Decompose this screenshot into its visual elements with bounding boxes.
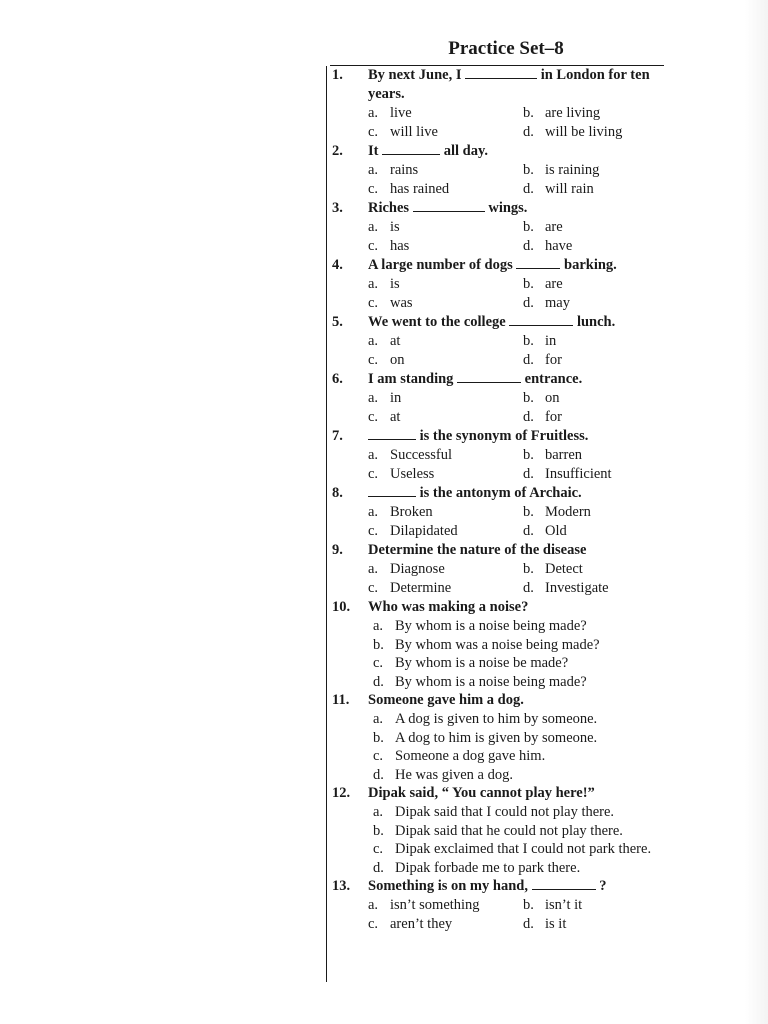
option-letter: c.: [368, 238, 379, 254]
question-text: Riches: [368, 200, 410, 216]
answer-option: [368, 180, 523, 199]
option-letter: d.: [523, 181, 534, 197]
option-letter: c.: [373, 748, 384, 764]
option-letter: a.: [368, 219, 379, 235]
answer-option: [373, 766, 666, 785]
question-stem: [326, 142, 666, 161]
question-item: [326, 427, 666, 484]
answer-blank: [368, 484, 416, 497]
answer-option: [523, 161, 663, 180]
option-text: has: [390, 238, 410, 254]
answer-option: [368, 237, 523, 256]
option-letter: b.: [523, 561, 534, 577]
question-text-after-blank: in London for ten years.: [368, 67, 650, 102]
option-text: By whom is a noise being made?: [395, 618, 587, 634]
answer-option: [368, 915, 523, 934]
question-item: [326, 256, 666, 313]
option-text: isn’t it: [545, 897, 583, 913]
option-text: rains: [390, 162, 419, 178]
option-text: A dog to him is given by someone.: [395, 729, 598, 746]
options-list: [326, 161, 666, 199]
option-letter: d.: [523, 916, 534, 932]
option-letter: b.: [523, 276, 534, 292]
question-item: [326, 541, 666, 598]
option-letter: b.: [523, 504, 534, 520]
option-text: live: [390, 105, 412, 121]
answer-option: [523, 896, 663, 915]
question-stem: [326, 784, 666, 803]
option-letter: c.: [368, 580, 379, 596]
question-item: [326, 370, 666, 427]
answer-option: [368, 579, 523, 598]
answer-blank: [457, 370, 521, 383]
option-letter: a.: [373, 618, 384, 634]
answer-option: [523, 294, 663, 313]
option-letter: d.: [523, 409, 534, 425]
option-text: is: [390, 219, 400, 235]
question-number: 3.: [332, 200, 343, 216]
option-text: on: [390, 352, 405, 368]
option-text: Dipak said that I could not play there.: [395, 804, 615, 820]
page-title: Practice Set–8: [448, 38, 564, 59]
answer-option: [373, 747, 666, 766]
question-text: It: [368, 143, 379, 159]
option-letter: d.: [523, 580, 534, 596]
option-letter: b.: [523, 390, 534, 406]
answer-option: [368, 503, 523, 522]
option-letter: a.: [368, 276, 379, 292]
option-text: in: [545, 333, 557, 349]
option-text: Dilapidated: [390, 523, 458, 539]
answer-option: [373, 654, 666, 673]
question-item: [326, 484, 666, 541]
question-stem: [326, 313, 666, 332]
answer-option: [523, 408, 663, 427]
option-letter: b.: [373, 729, 384, 746]
option-letter: b.: [373, 636, 384, 653]
answer-option: [523, 579, 663, 598]
answer-option: [368, 351, 523, 370]
option-letter: d.: [523, 238, 534, 254]
option-letter: b.: [523, 447, 534, 463]
answer-option: [523, 275, 663, 294]
question-text-after-blank: all day.: [443, 143, 489, 159]
question-number: 4.: [332, 257, 343, 273]
answer-option: [523, 104, 663, 123]
option-text: was: [390, 295, 413, 311]
option-text: at: [390, 409, 401, 425]
answer-option: [523, 560, 663, 579]
option-text: Dipak exclaimed that I could not park there.: [395, 841, 652, 857]
option-text: are living: [545, 105, 601, 121]
question-text: Dipak said, “ You cannot play here!”: [368, 785, 595, 801]
option-letter: a.: [368, 447, 379, 463]
answer-blank: [382, 142, 440, 155]
answer-option: [368, 161, 523, 180]
question-text: I am standing: [368, 371, 454, 387]
option-letter: b.: [523, 219, 534, 235]
question-stem: [326, 66, 666, 104]
question-text: Who was making a noise?: [368, 599, 529, 615]
answer-option: [523, 522, 663, 541]
options-list: [326, 710, 666, 784]
answer-option: [368, 465, 523, 484]
question-item: [326, 598, 666, 691]
option-text: aren’t they: [390, 916, 453, 932]
option-letter: c.: [373, 841, 384, 857]
option-letter: b.: [523, 162, 534, 178]
answer-option: [368, 275, 523, 294]
option-letter: d.: [523, 466, 534, 482]
question-text: Determine the nature of the disease: [368, 542, 587, 558]
option-text: at: [390, 333, 401, 349]
option-text: Successful: [390, 447, 453, 463]
question-item: [326, 691, 666, 784]
option-letter: a.: [368, 897, 379, 913]
option-text: Insufficient: [545, 466, 612, 482]
answer-option: [373, 710, 666, 729]
answer-option: [368, 123, 523, 142]
options-list: [326, 503, 666, 541]
question-text-after-blank: wings.: [488, 200, 528, 216]
option-text: will live: [390, 124, 438, 140]
answer-blank: [465, 66, 537, 79]
question-text-after-blank: entrance.: [524, 371, 583, 387]
option-text: is raining: [545, 162, 600, 178]
option-text: Someone a dog gave him.: [395, 748, 546, 764]
question-stem: [326, 541, 666, 560]
question-item: [326, 784, 666, 877]
answer-option: [523, 351, 663, 370]
options-list: [326, 803, 666, 877]
answer-option: [373, 840, 666, 859]
question-text: A large number of dogs: [368, 257, 513, 273]
option-letter: b.: [373, 822, 384, 839]
option-text: may: [545, 295, 570, 311]
question-item: [326, 313, 666, 370]
option-text: Dipak said that he could not play there.: [395, 822, 623, 839]
answer-option: [373, 729, 666, 748]
option-text: A dog is given to him by someone.: [395, 711, 598, 727]
question-number: 10.: [332, 599, 351, 615]
option-letter: c.: [368, 181, 379, 197]
answer-option: [368, 446, 523, 465]
question-stem: [326, 484, 666, 503]
answer-option: [523, 503, 663, 522]
question-text-after-blank: lunch.: [576, 314, 616, 330]
options-list: [326, 617, 666, 691]
question-stem: [326, 427, 666, 446]
option-letter: c.: [368, 124, 379, 140]
question-text-after-blank: is the antonym of Archaic.: [419, 485, 582, 501]
answer-option: [373, 859, 666, 878]
option-text: Determine: [390, 580, 452, 596]
answer-option: [368, 408, 523, 427]
answer-option: [523, 446, 663, 465]
option-letter: a.: [368, 105, 379, 121]
question-text-after-blank: barking.: [564, 257, 617, 273]
option-letter: d.: [523, 295, 534, 311]
option-text: for: [545, 409, 562, 425]
question-number: 13.: [332, 878, 351, 894]
answer-option: [373, 636, 666, 655]
option-letter: a.: [373, 804, 384, 820]
options-list: [326, 332, 666, 370]
option-text: Investigate: [545, 580, 609, 596]
option-letter: d.: [523, 124, 534, 140]
question-number: 6.: [332, 371, 343, 387]
option-letter: a.: [368, 162, 379, 178]
answer-option: [523, 218, 663, 237]
answer-option: [523, 915, 663, 934]
option-text: on: [545, 390, 560, 406]
answer-option: [368, 104, 523, 123]
question-text: We went to the college: [368, 314, 506, 330]
options-list: [326, 104, 666, 142]
question-number: 5.: [332, 314, 343, 330]
option-letter: b.: [523, 333, 534, 349]
option-letter: a.: [368, 561, 379, 577]
option-text: He was given a dog.: [395, 766, 513, 783]
question-item: [326, 142, 666, 199]
question-text: Someone gave him a dog.: [368, 692, 524, 708]
option-letter: c.: [368, 466, 379, 482]
option-text: Old: [545, 523, 567, 539]
options-list: [326, 896, 666, 934]
option-text: By whom is a noise be made?: [395, 655, 569, 671]
option-letter: c.: [368, 523, 379, 539]
option-text: Broken: [390, 504, 433, 520]
option-text: Useless: [390, 466, 435, 482]
question-number: 2.: [332, 143, 343, 159]
answer-option: [523, 123, 663, 142]
question-item: [326, 877, 666, 934]
answer-blank: [532, 877, 596, 890]
answer-option: [523, 180, 663, 199]
question-item: [326, 199, 666, 256]
answer-option: [523, 332, 663, 351]
options-list: [326, 560, 666, 598]
option-letter: d.: [373, 766, 384, 783]
option-text: Detect: [545, 561, 583, 577]
answer-option: [368, 560, 523, 579]
question-number: 11.: [332, 692, 350, 708]
answer-blank: [516, 256, 560, 269]
option-letter: a.: [373, 711, 384, 727]
option-letter: c.: [368, 352, 379, 368]
option-letter: a.: [368, 333, 379, 349]
answer-blank: [413, 199, 485, 212]
question-stem: [326, 370, 666, 389]
option-letter: b.: [523, 897, 534, 913]
answer-option: [373, 673, 666, 692]
option-text: will be living: [545, 124, 623, 140]
option-text: is: [390, 276, 400, 292]
option-letter: d.: [523, 523, 534, 539]
option-text: has rained: [390, 181, 450, 197]
answer-option: [368, 294, 523, 313]
question-number: 7.: [332, 428, 343, 444]
question-stem: [326, 256, 666, 275]
question-item: [326, 66, 666, 142]
question-number: 12.: [332, 785, 351, 801]
option-letter: d.: [373, 859, 384, 876]
option-text: will rain: [545, 181, 594, 197]
answer-option: [368, 896, 523, 915]
option-letter: d.: [523, 352, 534, 368]
answer-option: [373, 803, 666, 822]
question-stem: [326, 199, 666, 218]
option-text: are: [545, 219, 563, 235]
question-stem: [326, 598, 666, 617]
option-letter: a.: [368, 390, 379, 406]
question-text: By next June, I: [368, 67, 462, 83]
answer-option: [373, 617, 666, 636]
page-edge-shadow: [745, 0, 768, 1024]
option-text: for: [545, 352, 562, 368]
option-text: By whom is a noise being made?: [395, 673, 587, 690]
answer-option: [368, 389, 523, 408]
question-number: 8.: [332, 485, 343, 501]
answer-option: [523, 465, 663, 484]
question-number: 1.: [332, 67, 343, 83]
option-text: barren: [545, 447, 583, 463]
answer-blank: [509, 313, 573, 326]
question-text-after-blank: is the synonym of Fruitless.: [419, 428, 589, 444]
option-letter: a.: [368, 504, 379, 520]
question-text-after-blank: ?: [599, 878, 607, 894]
options-list: [326, 446, 666, 484]
option-letter: c.: [368, 295, 379, 311]
answer-blank: [368, 427, 416, 440]
question-list: [326, 66, 666, 934]
answer-option: [373, 822, 666, 841]
answer-option: [523, 237, 663, 256]
option-letter: c.: [368, 916, 379, 932]
option-text: Diagnose: [390, 561, 445, 577]
option-text: isn’t something: [390, 897, 480, 913]
option-text: in: [390, 390, 402, 406]
option-text: Modern: [545, 504, 591, 520]
option-text: have: [545, 238, 573, 254]
option-letter: c.: [373, 655, 384, 671]
answer-option: [368, 332, 523, 351]
options-list: [326, 218, 666, 256]
answer-option: [368, 218, 523, 237]
options-list: [326, 275, 666, 313]
option-text: is it: [545, 916, 567, 932]
question-text: Something is on my hand,: [368, 878, 528, 894]
option-text: Dipak forbade me to park there.: [395, 859, 581, 876]
question-stem: [326, 691, 666, 710]
answer-option: [368, 522, 523, 541]
option-letter: b.: [523, 105, 534, 121]
option-text: By whom was a noise being made?: [395, 636, 600, 653]
question-number: 9.: [332, 542, 343, 558]
options-list: [326, 389, 666, 427]
option-text: are: [545, 276, 563, 292]
question-stem: [326, 877, 666, 896]
option-letter: c.: [368, 409, 379, 425]
answer-option: [523, 389, 663, 408]
option-letter: d.: [373, 673, 384, 690]
practice-sheet: [326, 36, 666, 932]
